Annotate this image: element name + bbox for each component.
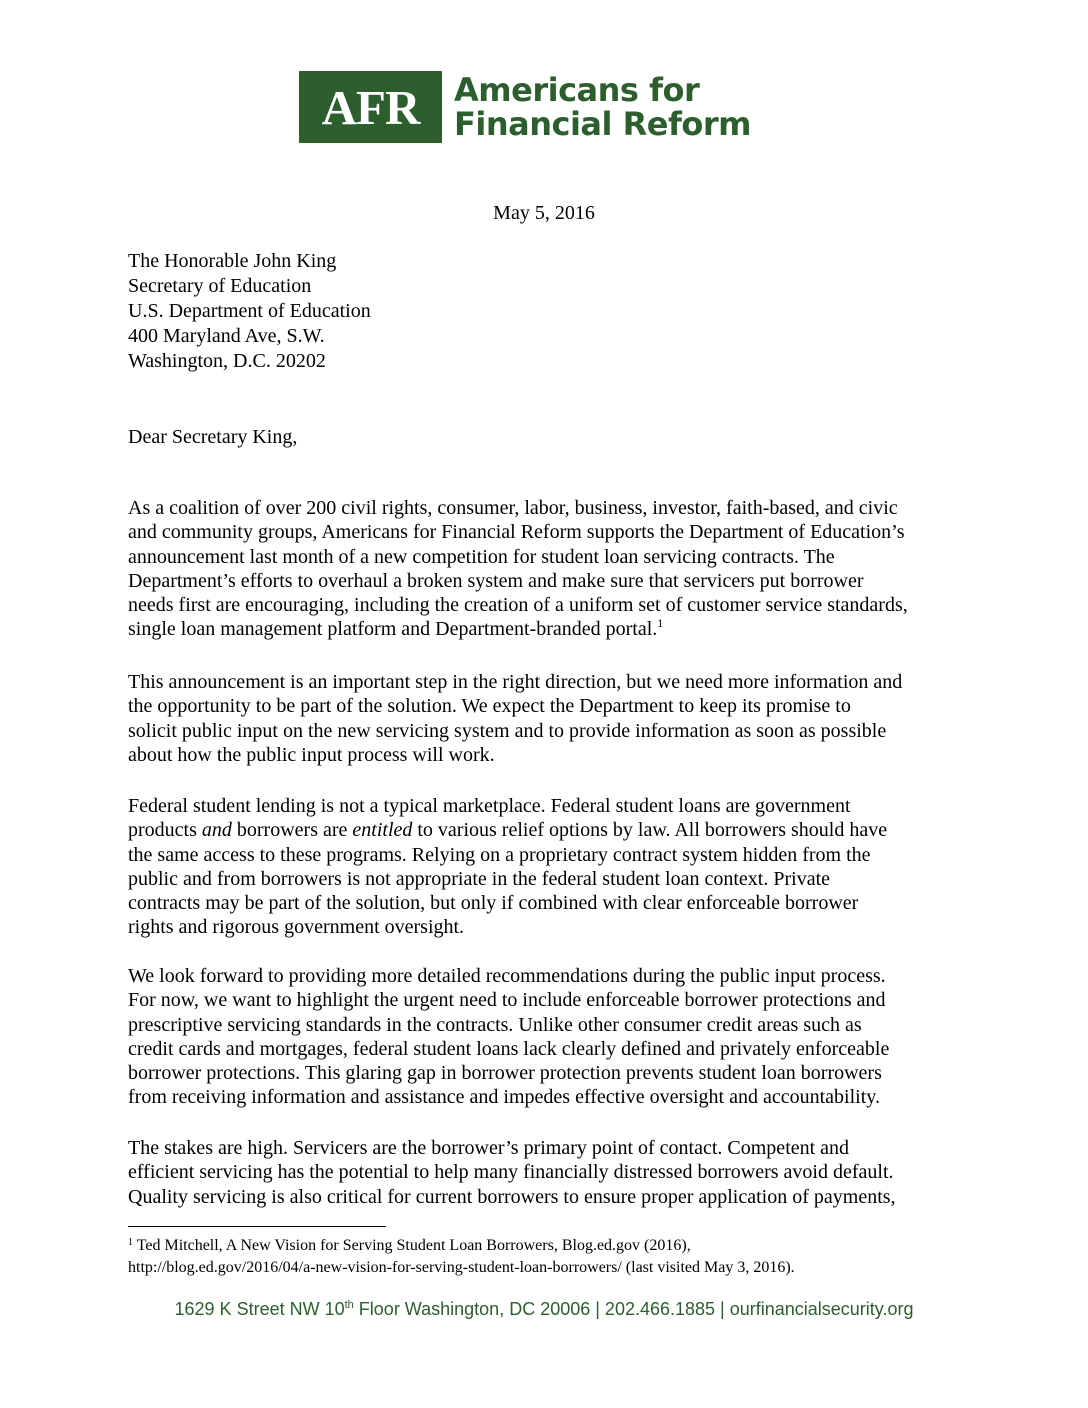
- text-line: from receiving information and assistance and impedes effective oversight and accountability.: [128, 1086, 880, 1109]
- text-line: For now, we want to highlight the urgent need to include enforceable borrower protections and: [128, 989, 886, 1012]
- text-line: solicit public input on the new servicing system and to provide information as soon as possible: [128, 719, 887, 742]
- text-line: prescriptive servicing standards in the contracts. Unlike other consumer credit areas such as: [128, 1013, 862, 1036]
- emphasis-and: and: [201, 819, 232, 842]
- salutation: Dear Secretary King,: [128, 426, 298, 448]
- text-line: borrower protections. This glaring gap in borrower protection prevents student loan borrowers: [128, 1062, 882, 1085]
- paragraph-1: [128, 496, 966, 642]
- footnote-divider: [128, 1226, 386, 1227]
- letter-date: May 5, 2016: [493, 202, 595, 224]
- text-line: This announcement is an important step in the right direction, but we need more information and: [128, 671, 903, 693]
- footnote-reference: 1: [657, 616, 664, 631]
- text-line: Quality servicing is also critical for current borrowers to ensure proper application of payments,: [128, 1185, 896, 1208]
- text-segment: products: [128, 819, 202, 842]
- text-line: We look forward to providing more detailed recommendations during the public input process.: [128, 965, 886, 987]
- recipient-line: Washington, D.C. 20202: [128, 350, 326, 372]
- footer-ordinal-suffix: th: [344, 1299, 354, 1311]
- afr-logo-box: [299, 71, 442, 143]
- recipient-address: [128, 249, 371, 374]
- text-line: Department’s efforts to overhaul a broken system and make sure that servicers put borrower: [128, 569, 864, 592]
- emphasis-entitled: entitled: [352, 819, 413, 842]
- text-line-content: single loan management platform and Department-branded portal.: [128, 618, 658, 641]
- text-line: announcement last month of a new competition for student loan servicing contracts. The: [128, 545, 835, 568]
- text-line: As a coalition of over 200 civil rights, consumer, labor, business, investor, faith-based, and civic: [128, 497, 898, 519]
- text-segment: borrowers are: [231, 819, 353, 842]
- text-line: public and from borrowers is not appropriate in the federal student loan context. Private: [128, 867, 831, 890]
- text-line: the opportunity to be part of the solution. We expect the Department to keep its promise to: [128, 695, 851, 718]
- recipient-line: 400 Maryland Ave, S.W.: [128, 325, 325, 347]
- text-segment: to various relief options by law. All borrowers should have: [412, 819, 888, 842]
- footnote-text: Ted Mitchell, A New Vision for Serving Student Loan Borrowers, Blog.ed.gov (2016),: [133, 1237, 691, 1254]
- recipient-line: The Honorable John King: [128, 250, 337, 272]
- text-line: about how the public input process will work.: [128, 743, 495, 766]
- text-line: [128, 818, 966, 842]
- text-line: the same access to these programs. Relying on a proprietary contract system hidden from the: [128, 843, 871, 866]
- text-line: and community groups, Americans for Financial Reform supports the Department of Education’s: [128, 521, 905, 544]
- logo-abbr: AFR: [321, 79, 420, 135]
- text-line: rights and rigorous government oversight.: [128, 916, 465, 939]
- text-line: needs first are encouraging, including the creation of a uniform set of customer service standards,: [128, 594, 908, 617]
- text-line: The stakes are high. Servicers are the borrower’s primary point of contact. Competent and: [128, 1137, 850, 1159]
- recipient-line: Secretary of Education: [128, 275, 312, 297]
- text-line: [128, 617, 966, 641]
- footnote-url-line: http://blog.ed.gov/2016/04/a-new-vision-for-serving-student-loan-borrowers/ (last visited May 3, 2016).: [128, 1259, 795, 1276]
- footer-address-end: Floor Washington, DC 20006 | 202.466.1885 | ourfinancialsecurity.org: [353, 1299, 914, 1319]
- text-line: Federal student lending is not a typical marketplace. Federal student loans are government: [128, 795, 851, 817]
- recipient-line: U.S. Department of Education: [128, 300, 371, 322]
- paragraph-5: [128, 1136, 966, 1209]
- paragraph-3: [128, 794, 966, 940]
- paragraph-4: [128, 964, 966, 1110]
- text-line: efficient servicing has the potential to help many financially distressed borrowers avoid default.: [128, 1161, 894, 1184]
- footnote-line: [128, 1235, 795, 1257]
- footnote-number: 1: [128, 1237, 133, 1248]
- text-line: credit cards and mortgages, federal student loans lack clearly defined and privately enforceable: [128, 1037, 890, 1060]
- afr-logo: [299, 71, 751, 143]
- footer-address-start: 1629 K Street NW 10: [174, 1299, 345, 1319]
- footnote: [128, 1235, 795, 1279]
- logo-organization-name: [454, 73, 751, 141]
- text-line: contracts may be part of the solution, but only if combined with clear enforceable borrower: [128, 892, 859, 915]
- logo-name-line-2: Financial Reform: [454, 105, 751, 143]
- logo-name-line-1: Americans for: [454, 71, 700, 109]
- page-footer: [0, 1297, 1088, 1321]
- paragraph-2: [128, 670, 966, 767]
